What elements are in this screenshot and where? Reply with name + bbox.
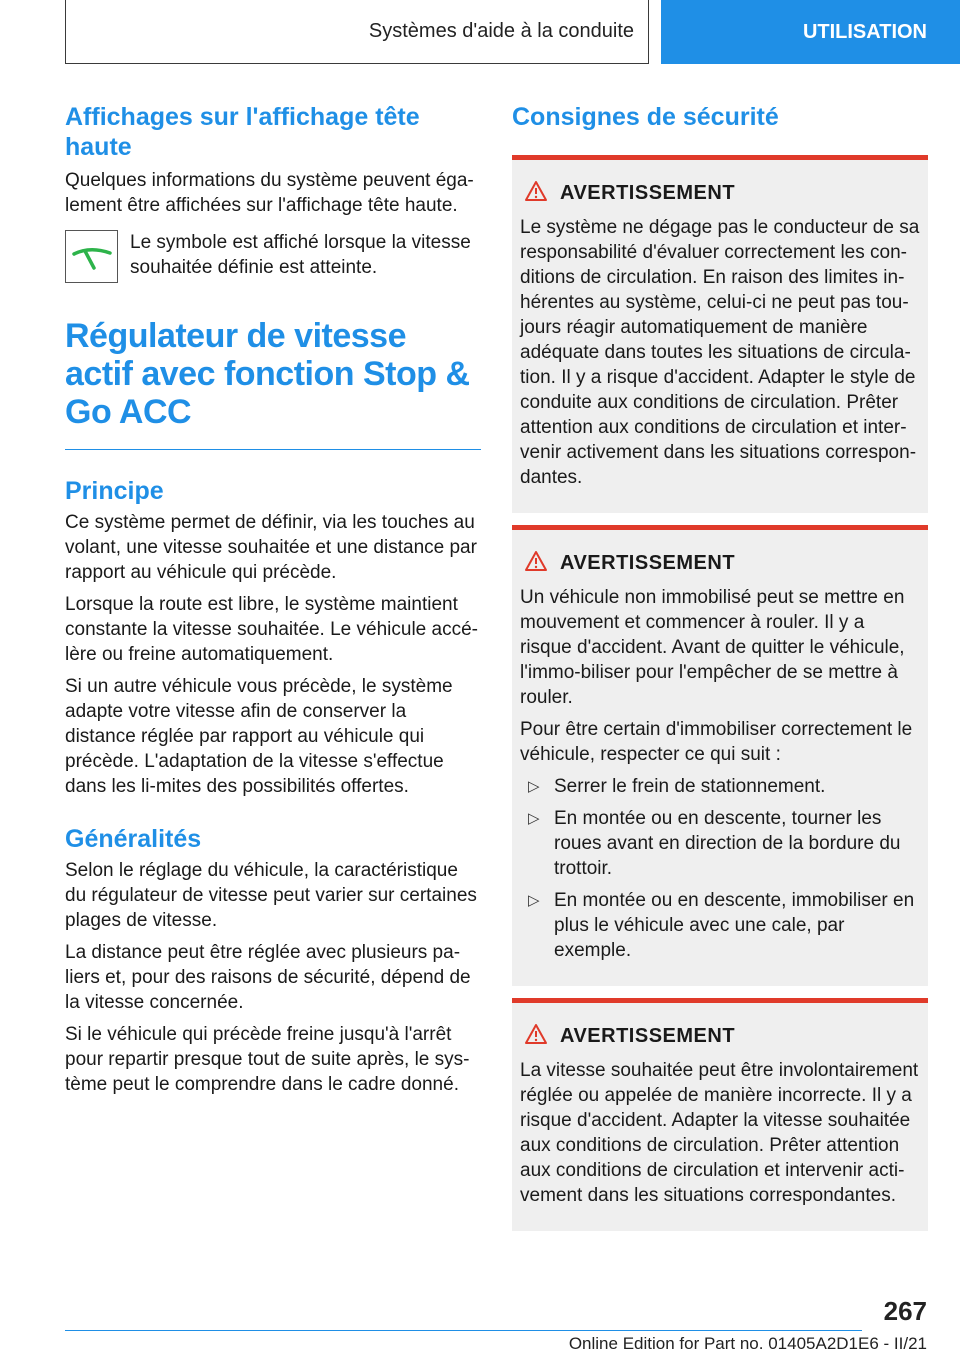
warning-label: AVERTISSEMENT bbox=[560, 1025, 736, 1047]
list-item bbox=[520, 888, 920, 963]
header-chapter bbox=[661, 0, 960, 64]
warning-triangle-icon bbox=[524, 1023, 548, 1050]
warning-triangle-icon bbox=[524, 180, 548, 207]
hud-title: Affichages sur l'affichage tête haute bbox=[65, 103, 420, 161]
warning-label: AVERTISSEMENT bbox=[560, 552, 736, 574]
generalites-title: Généralités bbox=[65, 825, 202, 853]
acc-title: Régulateur de vitesse actif avec fonction Stop & Go ACC bbox=[65, 317, 470, 431]
left-column bbox=[65, 102, 481, 1104]
bullet-triangle-icon: ▷ bbox=[528, 810, 540, 827]
hud-symbol-text: Le symbole est affiché lorsque la vitesse souhaitée définie est atteinte. bbox=[130, 232, 471, 278]
generalites-paragraph: Si le véhicule qui précède freine jusqu'à l'arrêt pour repartir presque tout de suite après, le sys-tème peut le comprendre dans le cadre donné. bbox=[65, 1024, 470, 1095]
generalites-paragraph: La distance peut être réglée avec plusieurs pa-liers et, pour des raisons de sécurité, dépend de la vitesse concernée. bbox=[65, 942, 471, 1013]
principe-paragraph: Lorsque la route est libre, le système maintient constante la vitesse souhaitée. Le véhicule accé-lère ou freine automatiquement. bbox=[65, 594, 478, 665]
principe-paragraph: Ce système permet de définir, via les touches au volant, une vitesse souhaitée et une distance par rapport au véhicule qui précède. bbox=[65, 512, 477, 583]
footer-divider bbox=[65, 1330, 862, 1331]
header-section bbox=[65, 0, 649, 64]
list-item bbox=[520, 806, 920, 881]
warning-text: Un véhicule non immobilisé peut se mettre en mouvement et commencer à rouler. Il y a risque d'accident. Avant de quitter le véhicule, l'immo-biliser pour l'empêcher de se mettre à rouler. bbox=[520, 587, 905, 708]
list-item-text: En montée ou en descente, tourner les roues avant en direction de la bordure du trottoir. bbox=[554, 808, 901, 879]
warning-text: La vitesse souhaitée peut être involontairement réglée ou appelée de manière incorrecte. Il y a risque d'accident. Adapter la vitesse souhaitée aux conditions de circulation. Prêter attention aux conditions de circulation et intervenir acti-vement dans les situations correspondantes. bbox=[520, 1060, 919, 1206]
warning-header bbox=[520, 1023, 920, 1050]
generalites-paragraph: Selon le réglage du véhicule, la caractéristique du régulateur de vitesse peut varier sur certaines plages de vitesse. bbox=[65, 860, 477, 931]
principe-paragraph: Si un autre véhicule vous précède, le système adapte votre vitesse afin de conserver la distance réglée par rapport au véhicule qui précède. L'adaptation de la vitesse s'effectue dans les li-mites des possibilités offertes. bbox=[65, 676, 453, 797]
hud-intro: Quelques informations du système peuvent éga-lement être affichées sur l'affichage tête haute. bbox=[65, 170, 474, 216]
list-item-text: En montée ou en descente, immobiliser en plus le véhicule avec une cale, par exemple. bbox=[554, 890, 915, 961]
warning-box bbox=[512, 155, 928, 513]
warning-box bbox=[512, 525, 928, 986]
safety-title: Consignes de sécurité bbox=[512, 103, 779, 131]
warning-text: Le système ne dégage pas le conducteur de sa responsabilité d'évaluer correctement les con-ditions de circulation. En raison des limites in-hérentes au système, celui-ci ne peut pas tou-jours réagir automatiquement de manière adéquate dans toutes les situations de circula-tion. Il y a risque d'accident. Adapter le style de conduite aux conditions de circulation. Prêter attention aux conditions de circulation et inter-venir activement dans les situations correspon-dantes. bbox=[520, 217, 920, 488]
warning-header bbox=[520, 180, 920, 207]
section-divider bbox=[65, 449, 481, 450]
list-item bbox=[520, 774, 920, 799]
warning-text: Pour être certain d'immobiliser correctement le véhicule, respecter ce qui suit : bbox=[520, 719, 913, 765]
warning-box bbox=[512, 998, 928, 1231]
principe-title: Principe bbox=[65, 477, 164, 505]
header-chapter-title: UTILISATION bbox=[802, 20, 927, 43]
hud-symbol-row bbox=[65, 230, 481, 283]
warning-triangle-icon bbox=[524, 550, 548, 577]
bullet-triangle-icon: ▷ bbox=[528, 778, 540, 795]
warning-header bbox=[520, 550, 920, 577]
speed-reached-icon bbox=[65, 230, 118, 283]
list-item-text: Serrer le frein de stationnement. bbox=[554, 776, 826, 797]
footer-edition: Online Edition for Part no. 01405A2D1E6 - II/21 bbox=[568, 1334, 927, 1353]
page-number: 267 bbox=[883, 1296, 927, 1326]
warning-list bbox=[520, 774, 920, 963]
header-section-title: Systèmes d'aide à la conduite bbox=[368, 20, 634, 42]
bullet-triangle-icon: ▷ bbox=[528, 892, 540, 909]
warning-label: AVERTISSEMENT bbox=[560, 182, 736, 204]
right-column bbox=[512, 102, 928, 1243]
